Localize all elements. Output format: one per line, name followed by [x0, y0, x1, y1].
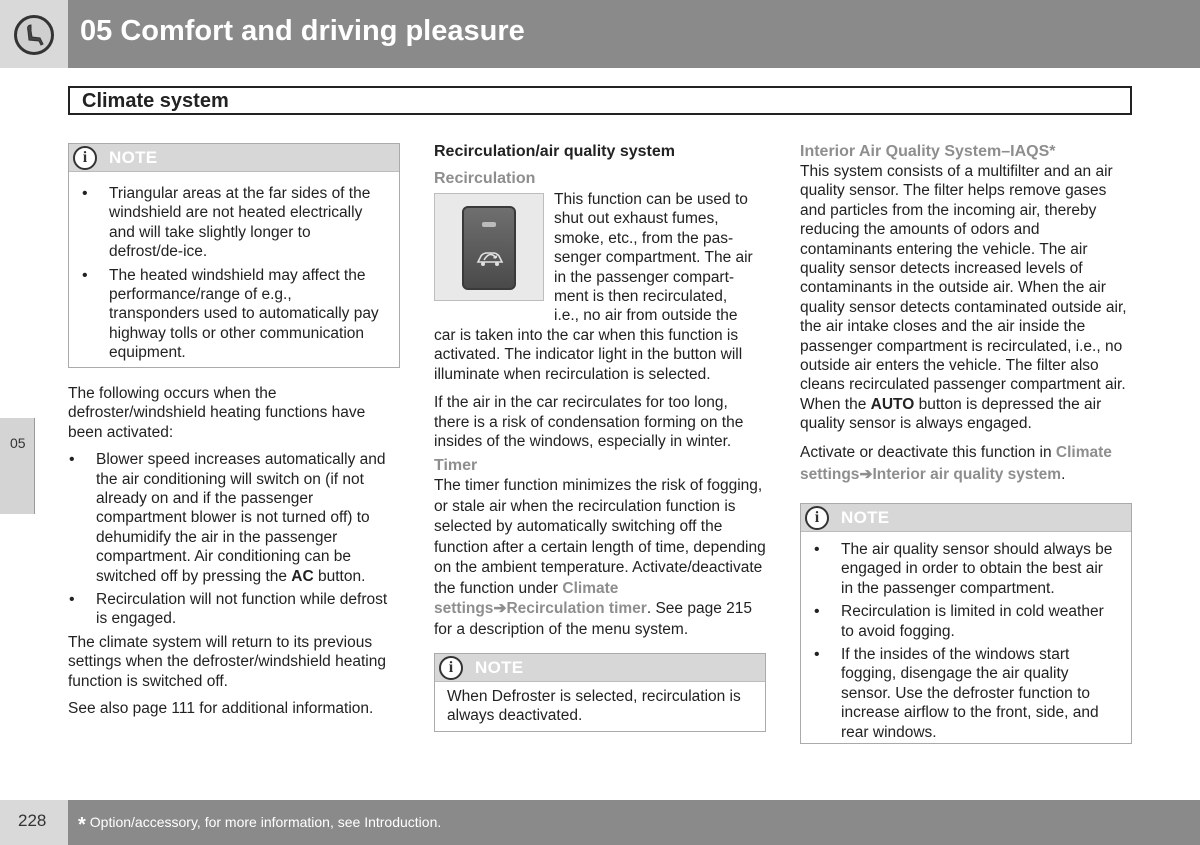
note-bullet: • The heated windshield may affect the performance/range of e.g., transponders used to automatically pay highway tolls or other communication equipment. — [81, 266, 385, 363]
subheading-timer: Timer — [434, 457, 478, 475]
menu-path-interior-air-quality: Interior air quality system — [872, 466, 1062, 484]
indicator-light — [482, 222, 496, 227]
note-box-iaqs — [800, 503, 1132, 744]
footer-bar — [68, 800, 1200, 845]
ac-button-label: AC — [291, 567, 314, 585]
arrow-icon: ➔ — [493, 600, 507, 618]
iaqs-activate — [800, 442, 1136, 487]
list-item: • Recirculation will not function while defrost is engaged. — [68, 590, 396, 629]
column-2-body — [434, 326, 767, 640]
auto-button-label: AUTO — [870, 395, 915, 413]
paragraph-text: button is depressed the air quality sensor is always engaged. — [800, 395, 1102, 433]
note-bullet: • Triangular areas at the far sides of the windshield are not heated electrically and will take slightly longer to defrost/de-ice. — [81, 184, 385, 262]
text-line: smoke, etc., from the pas- — [554, 229, 734, 247]
text-line: shut out exhaust fumes, — [554, 210, 719, 228]
paragraph-text: The timer function minimizes the risk of fogging, or stale air when the recirculation function is selected by automatically switching off the function after a certain length of time, depending on the ambient temperature. Activate/deactivate the function under — [434, 477, 766, 597]
text-line: ment is then recirculated, — [554, 288, 728, 306]
footer-page-box — [0, 800, 68, 845]
note-text: When Defroster is selected, recirculation is always deactivated. — [447, 688, 741, 725]
menu-path-recirculation-timer: Recirculation timer — [506, 600, 647, 618]
menu-path-climate-settings: Climate settings — [800, 443, 1112, 484]
paragraph-text: . — [1061, 466, 1066, 484]
footnote-text: Option/accessory, for more information, see Introduction. — [89, 814, 442, 830]
note-title: NOTE — [841, 508, 890, 527]
menu-path-climate-settings: Climate settings — [434, 579, 619, 618]
page-number: 228 — [18, 811, 47, 830]
iaqs-paragraph — [800, 162, 1136, 434]
column-1-body — [68, 384, 396, 719]
note-bullet-list — [69, 172, 399, 363]
defroster-effects-list — [68, 450, 396, 629]
note-header — [69, 144, 399, 172]
note-bullet: • The air quality sensor should always be engaged in order to obtain the best air in the passenger compartment. — [813, 540, 1115, 598]
cross-reference: See also page 111 for additional information. — [68, 700, 374, 718]
footnote-asterisk: * — [78, 814, 86, 836]
chapter-header — [68, 0, 1200, 68]
recirculation-button-image — [434, 193, 544, 301]
timer-paragraph — [434, 476, 767, 640]
text-line: in the passenger compart- — [554, 268, 735, 286]
bullet-text: button. — [313, 567, 366, 585]
paragraph-text: This system consists of a multifilter and an air quality sensor. The filter helps remove gases and particles from the incoming air, thereby reducing the amounts of odors and contaminants entering the vehicle. The air quality sensor detects increased levels of contaminants in the outside air. When the air quality sensor detects contaminated outside air, the air intake closes and the air inside the passenger compartment is recirculated, i.e., no outside air enters the vehicle. The filter also cleans recirculated passenger compartment air. When the — [800, 163, 1127, 413]
heading-recirculation-air-quality: Recirculation/air quality system — [434, 143, 675, 160]
note-title: NOTE — [109, 148, 158, 167]
paragraph: The climate system will return to its previous settings when the defroster/windshield heating function is switched off. — [68, 633, 386, 690]
section-title: Climate system — [82, 90, 229, 112]
paragraph-text: Activate or deactivate this function in — [800, 443, 1056, 461]
note-title: NOTE — [475, 658, 524, 677]
chapter-icon-box — [0, 0, 68, 68]
info-icon: i — [73, 146, 97, 170]
heading-iaqs: Interior Air Quality System–IAQS* — [800, 143, 1056, 160]
note-bullet: • If the insides of the windows start fogging, disengage the air quality sensor. Use the defroster function to increase airflow to the front, side, and rear windows. — [813, 645, 1115, 742]
recirculation-button — [462, 206, 516, 290]
list-item — [68, 450, 396, 586]
note-header — [801, 504, 1131, 532]
text-line: This function can be used to — [554, 191, 748, 208]
column-3-body — [800, 143, 1136, 487]
recirculation-description-wrap — [554, 190, 769, 326]
text-line: i.e., no air from outside the — [554, 307, 738, 325]
arrow-icon: ➔ — [859, 466, 873, 484]
text-line: senger compartment. The air — [554, 249, 753, 267]
chapter-title: 05 Comfort and driving pleasure — [80, 15, 525, 47]
paragraph: If the air in the car recirculates for too long, there is a risk of condensation forming on the insides of the windows, especially in winter. — [434, 394, 744, 451]
section-header — [68, 86, 1132, 115]
info-icon: i — [439, 656, 463, 680]
note-bullet-list — [801, 532, 1131, 742]
recirculation-icon — [475, 246, 505, 268]
footnote — [78, 814, 441, 837]
chapter-side-tab — [0, 418, 35, 514]
note-header — [435, 654, 765, 682]
paragraph-text: . See page 215 for a description of the menu system. — [434, 600, 752, 638]
note-box-defrost — [68, 143, 400, 368]
bullet-text: Blower speed increases automatically and the air conditioning will switch on (if not already on and if the passenger compartment blower is not turned off) to dehumidify the air in the passenger compartment. Air conditioning can be switched off by pressing the — [96, 451, 386, 585]
note-bullet: • Recirculation is limited in cold weather to avoid fogging. — [813, 602, 1115, 641]
paragraph: car is taken into the car when this function is activated. The indicator light in the button will illuminate when recirculation is selected. — [434, 327, 743, 383]
defroster-intro: The following occurs when the defroster/windshield heating functions have been activated: — [68, 385, 366, 441]
note-box-recirculation — [434, 653, 766, 732]
seat-icon — [14, 15, 54, 55]
subheading-recirculation: Recirculation — [434, 170, 536, 187]
side-tab-label: 05 — [10, 435, 26, 451]
info-icon: i — [805, 506, 829, 530]
